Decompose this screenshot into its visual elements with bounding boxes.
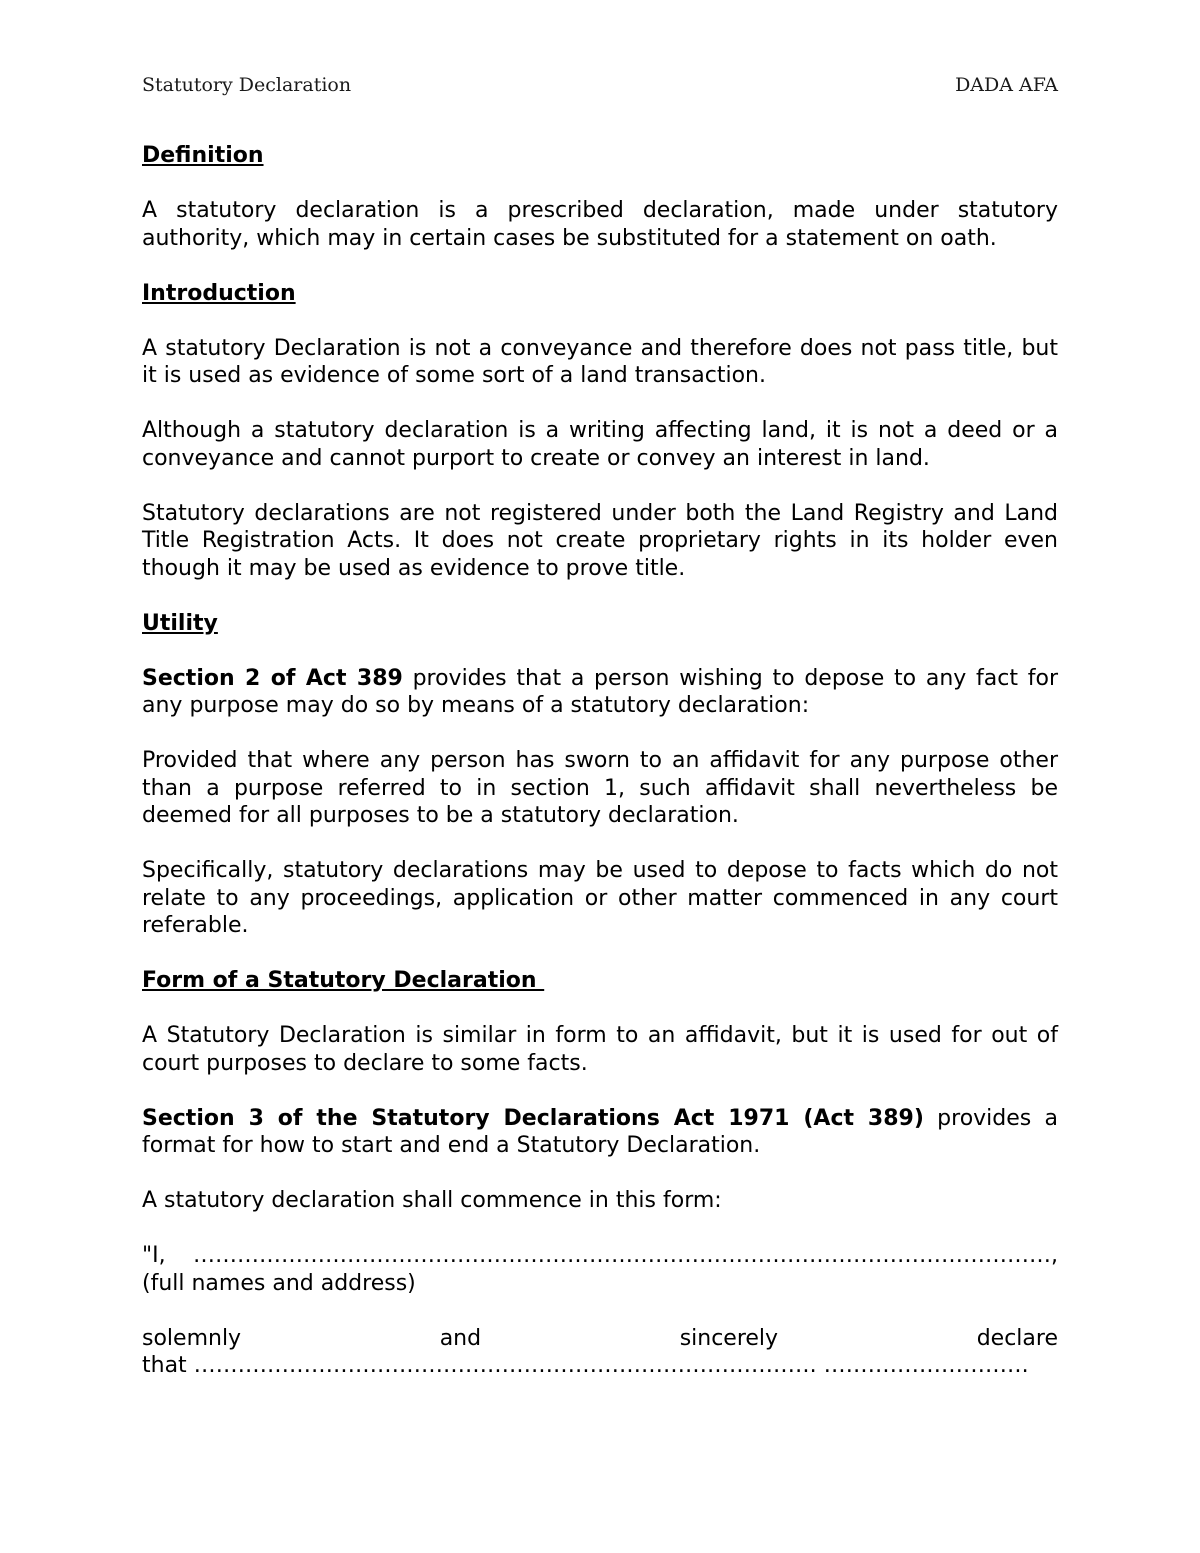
paragraph-definition: A statutory declaration is a prescribed declaration, made under statutory authority, which may in certain cases be substituted for a statement on oath.: [142, 198, 1058, 251]
paragraph-intro-1: A statutory Declaration is not a conveyance and therefore does not pass title, but it is used as evidence of some sort of a land transaction.: [142, 335, 1058, 388]
heading-utility: Utility: [142, 610, 218, 636]
header-title: Statutory Declaration: [142, 74, 352, 96]
heading-definition: Definition: [142, 143, 264, 168]
header-author: DADA AFA: [955, 74, 1058, 96]
paragraph-form-1: A Statutory Declaration is similar in form to an affidavit, but it is used for out of court purposes to declare to some facts.: [142, 1023, 1058, 1076]
declaration-words-line: [142, 1325, 1058, 1353]
document-body: [142, 142, 1058, 1407]
paragraph-form-2: [142, 1105, 1058, 1160]
paragraph-utility-3: Specifically, statutory declarations may be used to depose to facts which do not relate to any proceedings, application or other matter commenced in any court referable.: [142, 858, 1058, 938]
paragraph-intro-3: Statutory declarations are not registered under both the Land Registry and Land Title Registration Acts. It does not create proprietary rights in its holder even though it may be used as evidence to prove title.: [142, 500, 1058, 581]
heading-introduction: Introduction: [142, 280, 296, 306]
paragraph-intro-2: Although a statutory declaration is a writing affecting land, it is not a deed or a conveyance and cannot purport to create or convey an interest in land.: [142, 418, 1058, 471]
paragraph-utility-1-text: provides that a person wishing to depose to any fact for any purpose may do so by means of a statutory declaration:: [142, 665, 1058, 718]
running-header: [142, 72, 1058, 102]
word-solemnly: solemnly: [142, 1325, 242, 1351]
paragraph-form-3: A statutory declaration shall commence in this form:: [142, 1188, 722, 1213]
word-sincerely: sincerely: [679, 1325, 779, 1351]
paragraph-utility-2: Provided that where any person has sworn to an affidavit for any purpose other than a purpose referred to in section 1, such affidavit shall nevertheless be deemed for all purposes to be a statutory declaration.: [142, 748, 1058, 828]
declaration-opening-line: "I, ………………………………………………………………………………………………………, (full names and address): [142, 1243, 1058, 1296]
section-2-reference: Section 2 of Act 389: [142, 665, 403, 691]
paragraph-utility-1: [142, 665, 1058, 720]
word-and: and: [439, 1325, 482, 1351]
paragraph-form-2-text: provides a format for how to start and end a Statutory Declaration.: [142, 1105, 1058, 1158]
heading-form: Form of a Statutory Declaration: [142, 968, 545, 993]
declaration-that-line: that …………………………………………………………………………. ……………………….: [142, 1353, 1029, 1378]
word-declare: declare: [976, 1325, 1058, 1351]
section-3-reference: Section 3 of the Statutory Declarations Act 1971 (Act 389): [142, 1105, 924, 1131]
declaration-solemn-line: [142, 1325, 1058, 1380]
